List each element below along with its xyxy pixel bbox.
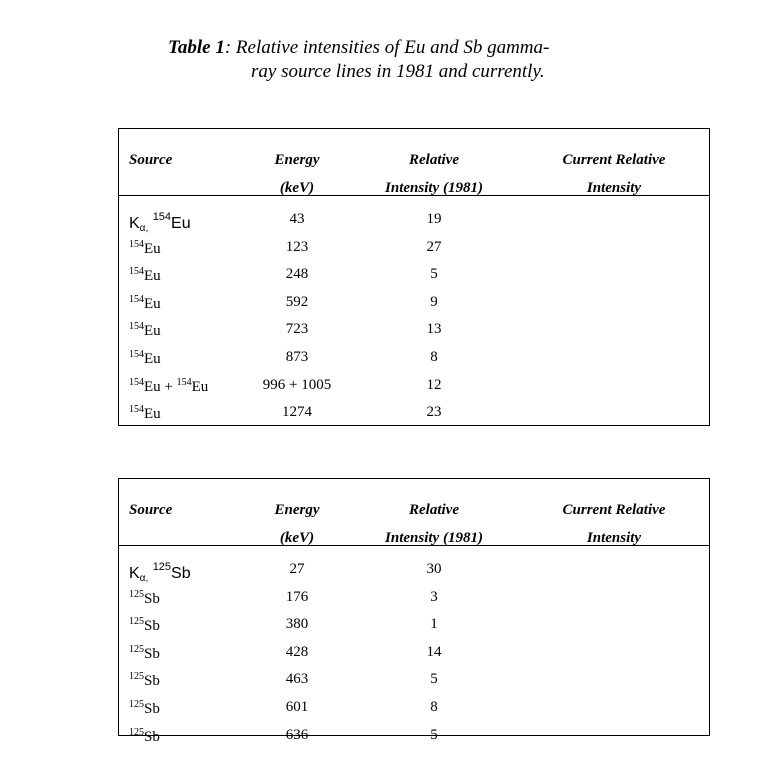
energy-cell: 592 [285, 293, 309, 310]
caption-colon: : [224, 37, 232, 58]
intensity-cell: 14 [426, 643, 442, 660]
energy-cell: 601 [285, 698, 309, 715]
header-relative-intensity: Relative Intensity (1981) [385, 152, 483, 196]
eu-table [118, 128, 710, 426]
header-current-intensity: Current Relative Intensity [562, 152, 666, 196]
header-current-intensity: Current Relative Intensity [562, 502, 666, 546]
intensity-cell: 1 [430, 616, 438, 633]
source-cell: $^{125}$Sb [129, 671, 160, 690]
header-relative-intensity: Relative Intensity (1981) [385, 502, 483, 546]
energy-cell: 723 [285, 321, 309, 338]
intensity-cell: 23 [426, 404, 442, 421]
source-cell: $^{125}$Sb [129, 616, 160, 635]
table-row [119, 261, 709, 289]
sb-table-header [119, 479, 709, 546]
table-row [119, 694, 709, 722]
sb-table-body [119, 546, 709, 749]
table-row [119, 344, 709, 372]
header-energy: Energy (keV) [274, 502, 320, 546]
intensity-cell: 8 [430, 698, 438, 715]
intensity-cell: 30 [426, 561, 442, 577]
table-row [119, 666, 709, 694]
table-row [119, 399, 709, 427]
energy-cell: 176 [285, 588, 309, 605]
table-row [119, 722, 709, 750]
table-row [119, 372, 709, 400]
table-row [119, 289, 709, 317]
source-cell: $^{154}$Eu [129, 238, 161, 257]
energy-cell: 873 [285, 348, 309, 365]
header-source: Source [129, 152, 173, 168]
source-cell: $^{125}$Sb [129, 643, 160, 662]
energy-cell: 43 [289, 211, 305, 227]
intensity-cell: 5 [430, 266, 438, 283]
source-cell: $^{154}$Eu + $^{154}$Eu [129, 376, 209, 395]
intensity-cell: 27 [426, 238, 442, 255]
intensity-cell: 5 [430, 726, 438, 743]
eu-table-body [119, 196, 709, 427]
table-caption [168, 36, 728, 84]
source-cell: $^{154}$Eu [129, 404, 161, 423]
source-cell: $^{154}$Eu [129, 266, 161, 285]
intensity-cell: 9 [430, 293, 438, 310]
eu-table-header [119, 129, 709, 196]
table-row [119, 316, 709, 344]
intensity-cell: 19 [426, 211, 442, 227]
energy-cell: 428 [285, 643, 309, 660]
table-row [119, 206, 709, 234]
intensity-cell: 8 [430, 348, 438, 365]
energy-cell: 636 [285, 726, 309, 743]
intensity-cell: 13 [426, 321, 442, 338]
sb-table [118, 478, 710, 745]
source-cell: $^{154}$Eu [129, 348, 161, 367]
source-cell: $^{154}$Eu [129, 321, 161, 340]
caption-label: Table 1 [168, 37, 225, 58]
source-cell: $K_{\alpha,}$ $^{154}$Eu [129, 211, 191, 234]
energy-cell: 380 [285, 616, 309, 633]
table-row [119, 556, 709, 584]
table-row [119, 611, 709, 639]
energy-cell: 248 [285, 266, 309, 283]
intensity-cell: 12 [426, 376, 442, 393]
caption-line-2: ray source lines in 1981 and currently. [251, 61, 545, 82]
intensity-cell: 3 [430, 588, 438, 605]
source-cell: $^{154}$Eu [129, 293, 161, 312]
energy-cell: 1274 [282, 404, 312, 421]
source-cell: $^{125}$Sb [129, 698, 160, 717]
source-cell: $^{125}$Sb [129, 588, 160, 607]
energy-cell: 27 [289, 561, 305, 577]
energy-cell: 996 + 1005 [262, 376, 332, 393]
source-cell: $K_{\alpha,}$ $^{125}$Sb [129, 561, 191, 584]
header-energy: Energy (keV) [274, 152, 320, 196]
table-row [119, 234, 709, 262]
source-cell: $^{125}$Sb [129, 726, 160, 745]
table-row [119, 584, 709, 612]
header-source: Source [129, 502, 173, 518]
caption-line-1: Relative intensities of Eu and Sb gamma- [235, 37, 550, 58]
table-row [119, 639, 709, 667]
intensity-cell: 5 [430, 671, 438, 688]
energy-cell: 123 [285, 238, 309, 255]
energy-cell: 463 [285, 671, 309, 688]
